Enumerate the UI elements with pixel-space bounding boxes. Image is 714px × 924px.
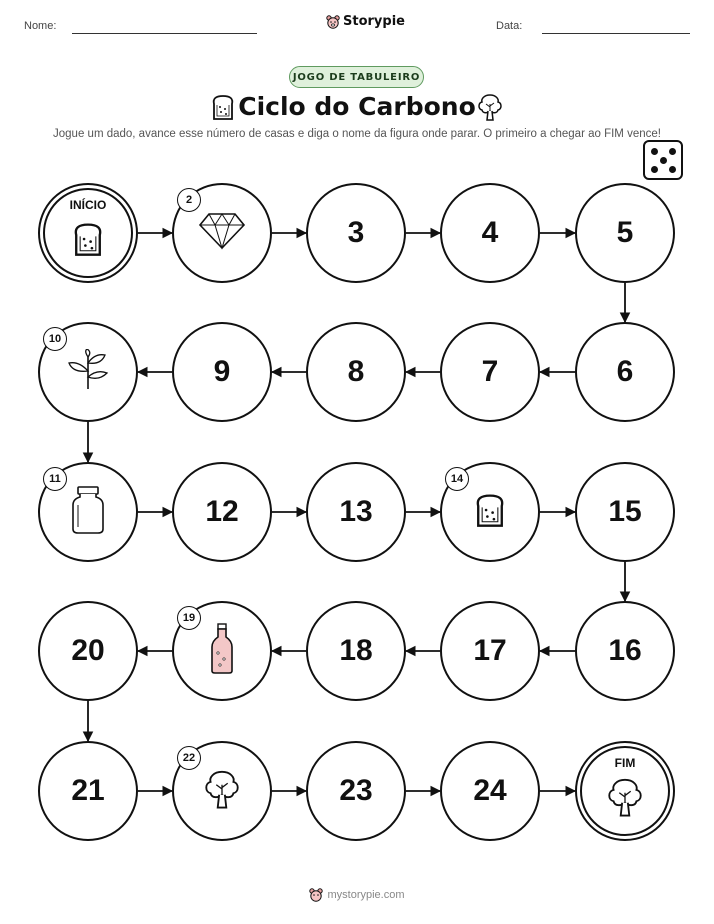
bread-icon <box>473 490 507 534</box>
cell-number: 17 <box>473 634 507 667</box>
jar-icon <box>70 485 106 539</box>
board-cell-14 <box>440 462 540 562</box>
page-title: Ciclo do Carbono <box>238 92 476 121</box>
board-cell-12 <box>172 462 272 562</box>
cell-number: 8 <box>347 355 365 388</box>
board-cell-3 <box>306 183 406 283</box>
cell-number: 18 <box>339 634 373 667</box>
cell-label: INÍCIO <box>69 198 107 212</box>
cell-number: 21 <box>71 774 105 807</box>
cell-number: 6 <box>616 355 634 388</box>
board-cell-5 <box>575 183 675 283</box>
board-cell-15 <box>575 462 675 562</box>
cell-number-badge: 2 <box>177 188 201 212</box>
brand <box>326 14 405 29</box>
dice-five-icon <box>643 140 683 180</box>
cell-number-badge: 19 <box>177 606 201 630</box>
board-cell-9 <box>172 322 272 422</box>
plant-icon <box>65 349 111 395</box>
board-cell-22 <box>172 741 272 841</box>
board-cell-4 <box>440 183 540 283</box>
cell-number: 9 <box>213 355 231 388</box>
game-type-badge: JOGO DE TABULEIRO <box>289 66 424 88</box>
cell-number-badge: 22 <box>177 746 201 770</box>
brand-name: Storypie <box>343 14 405 29</box>
board-cell-7 <box>440 322 540 422</box>
board-cell-16 <box>575 601 675 701</box>
date-label: Data: <box>496 20 523 32</box>
cell-number: 16 <box>608 634 642 667</box>
diamond-icon <box>197 211 247 255</box>
board-cell-8 <box>306 322 406 422</box>
cell-number: 4 <box>481 216 499 249</box>
board-cell-end <box>575 741 675 841</box>
cell-number: 12 <box>205 495 239 528</box>
board-cell-18 <box>306 601 406 701</box>
board-cell-start <box>38 183 138 283</box>
cell-number: 20 <box>71 634 105 667</box>
board-cell-23 <box>306 741 406 841</box>
cell-label: FIM <box>614 756 636 770</box>
cell-number: 7 <box>481 355 499 388</box>
board-cell-6 <box>575 322 675 422</box>
footer <box>0 888 714 902</box>
tree-icon <box>476 92 504 122</box>
storypie-bear-logo-icon <box>309 888 323 902</box>
cell-number: 5 <box>616 216 634 249</box>
board-cell-11 <box>38 462 138 562</box>
cell-number: 23 <box>339 774 373 807</box>
board-cell-10 <box>38 322 138 422</box>
board-cell-19 <box>172 601 272 701</box>
tree-icon <box>605 775 645 823</box>
board-cell-13 <box>306 462 406 562</box>
cell-number: 15 <box>608 495 642 528</box>
footer-url: mystorypie.com <box>327 889 405 901</box>
instructions: Jogue um dado, avance esse número de casas e diga o nome da figura onde parar. O primeiro a chegar ao FIM vence! <box>53 128 661 140</box>
cell-number-badge: 10 <box>43 327 67 351</box>
storypie-bear-logo-icon <box>326 15 340 29</box>
date-line[interactable] <box>542 33 690 34</box>
cell-number: 24 <box>473 774 507 807</box>
board-cell-24 <box>440 741 540 841</box>
board-cell-21 <box>38 741 138 841</box>
cell-number-badge: 11 <box>43 467 67 491</box>
board-cell-20 <box>38 601 138 701</box>
board-cell-17 <box>440 601 540 701</box>
bread-icon <box>71 219 105 263</box>
board-cell-2 <box>172 183 272 283</box>
cell-number-badge: 14 <box>445 467 469 491</box>
name-line[interactable] <box>72 33 257 34</box>
name-label: Nome: <box>24 20 57 32</box>
soda-bottle-icon <box>209 623 235 679</box>
tree-icon <box>202 767 242 815</box>
cell-number: 13 <box>339 495 373 528</box>
cell-number: 3 <box>347 216 365 249</box>
